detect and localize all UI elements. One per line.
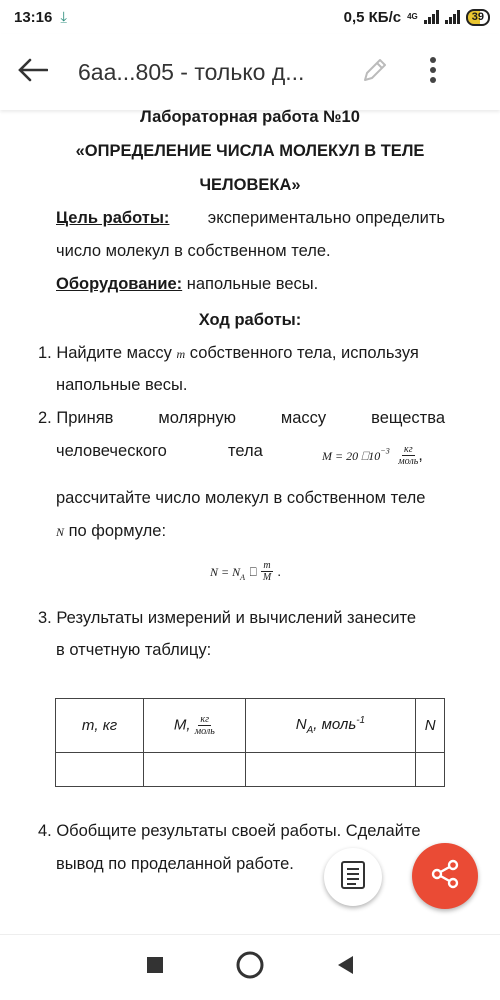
formula-fraction	[261, 560, 272, 583]
unit-den: моль	[398, 456, 419, 467]
step2-line-4	[0, 522, 500, 541]
signal-icon	[424, 10, 439, 24]
goal-text-1: экспериментально определить	[207, 209, 445, 227]
step1-text-a: 1. Найдите массу	[38, 344, 172, 362]
table-header-row	[56, 699, 445, 753]
unit-fraction	[398, 444, 418, 467]
step1-line	[0, 344, 500, 363]
formula-exp: −3	[380, 446, 390, 456]
step2-word-3: массу	[280, 409, 327, 427]
formula-lhs: M = 20 ⎕10	[322, 448, 381, 463]
procedure-heading: Ход работы:	[198, 311, 302, 329]
step2-n-var: N	[56, 525, 65, 539]
equipment-text: напольные весы.	[186, 275, 319, 293]
status-time: 13:16	[14, 8, 53, 26]
lab-title: Лабораторная работа №10	[140, 108, 360, 126]
col-avogadro-unit: , моль	[313, 716, 357, 733]
unit-num: кг	[404, 444, 413, 455]
document-list-icon	[340, 860, 366, 895]
step1-var: m	[176, 347, 186, 361]
more-vert-icon[interactable]	[429, 56, 437, 89]
app-bar	[0, 34, 500, 110]
cell-molar-mass[interactable]	[144, 753, 246, 787]
col-molar-unit-num: кг	[200, 714, 210, 725]
results-table	[55, 698, 445, 787]
step1-text-c: напольные весы.	[56, 376, 188, 394]
step2-word-2: молярную	[158, 409, 236, 427]
step2-word-4: вещества	[371, 409, 445, 427]
main-formula: $N = N_A$ ⎕ $\frac{m}{M}$ .	[210, 560, 282, 583]
step3-line-1: 3. Результаты измерений и вычислений занесите	[38, 609, 417, 627]
col-avogadro	[245, 699, 416, 753]
battery-icon: 39	[466, 9, 490, 26]
formula-sub: A	[240, 573, 245, 583]
col-mass: m, кг	[56, 699, 144, 753]
col-avogadro-sup: -1	[356, 715, 366, 726]
step2-human: человеческого	[56, 442, 167, 460]
formula-num: m	[263, 560, 271, 571]
step4-line-2: вывод по проделанной работе.	[56, 855, 294, 873]
molar-mass-formula: M = 20 $⎕10^{-3}$ $\frac{кг}{\text{моль}}$ ,	[322, 444, 423, 467]
col-molar-unit-den: моль	[194, 726, 215, 737]
status-bar	[0, 0, 500, 34]
document-title: 6aa...805 - только д...	[78, 58, 305, 85]
formula-den: M	[262, 572, 272, 583]
step2-line-2	[0, 442, 500, 467]
col-molar-mass	[144, 699, 246, 753]
download-icon: ⤓	[60, 8, 68, 26]
step4-line-1: 4. Обобщите результаты своей работы. Сделайте	[38, 822, 421, 840]
share-button[interactable]	[412, 843, 478, 909]
network-speed: 0,5 КБ/с	[343, 8, 402, 26]
back-nav-icon[interactable]	[336, 955, 354, 980]
cell-mass[interactable]	[56, 753, 144, 787]
formula-n: N = N	[210, 564, 241, 579]
col-molecules: N	[416, 699, 445, 753]
step2-body: тела	[228, 442, 263, 460]
document-list-button[interactable]	[324, 848, 382, 906]
goal-label: Цель работы:	[56, 209, 170, 227]
cell-avogadro[interactable]	[245, 753, 416, 787]
step3-line-2: в отчетную таблицу:	[56, 641, 212, 659]
lab-subtitle-1: «ОПРЕДЕЛЕНИЕ ЧИСЛА МОЛЕКУЛ В ТЕЛЕ	[75, 142, 425, 160]
step2-line-3: рассчитайте число молекул в собственном теле	[56, 489, 426, 507]
step2-formula-label: по формуле:	[68, 522, 167, 540]
system-nav-bar	[0, 934, 500, 1000]
recent-apps-icon[interactable]	[146, 956, 164, 979]
goal-text-2: число молекул в собственном теле.	[56, 242, 331, 260]
cell-molecules[interactable]	[416, 753, 445, 787]
table-row	[56, 753, 445, 787]
col-avogadro-n: N	[295, 716, 307, 733]
step2-line-1	[0, 409, 500, 428]
signal-icon-2	[445, 10, 460, 24]
equipment-line	[0, 275, 500, 294]
pencil-icon[interactable]	[361, 56, 389, 89]
goal-line	[0, 209, 500, 228]
back-arrow-icon[interactable]	[18, 58, 48, 87]
col-avogadro-sub: A	[306, 725, 314, 736]
col-molar-label: M,	[173, 716, 191, 734]
equipment-label: Оборудование:	[56, 275, 183, 293]
share-icon	[430, 859, 460, 894]
lab-subtitle-2: ЧЕЛОВЕКА»	[199, 176, 301, 194]
home-icon[interactable]	[236, 951, 264, 984]
col-molar-unit	[195, 714, 215, 737]
step2-word-1: 2. Приняв	[38, 409, 114, 427]
network-type: 4G	[407, 12, 418, 21]
step1-text-b: собственного тела, используя	[189, 344, 419, 362]
